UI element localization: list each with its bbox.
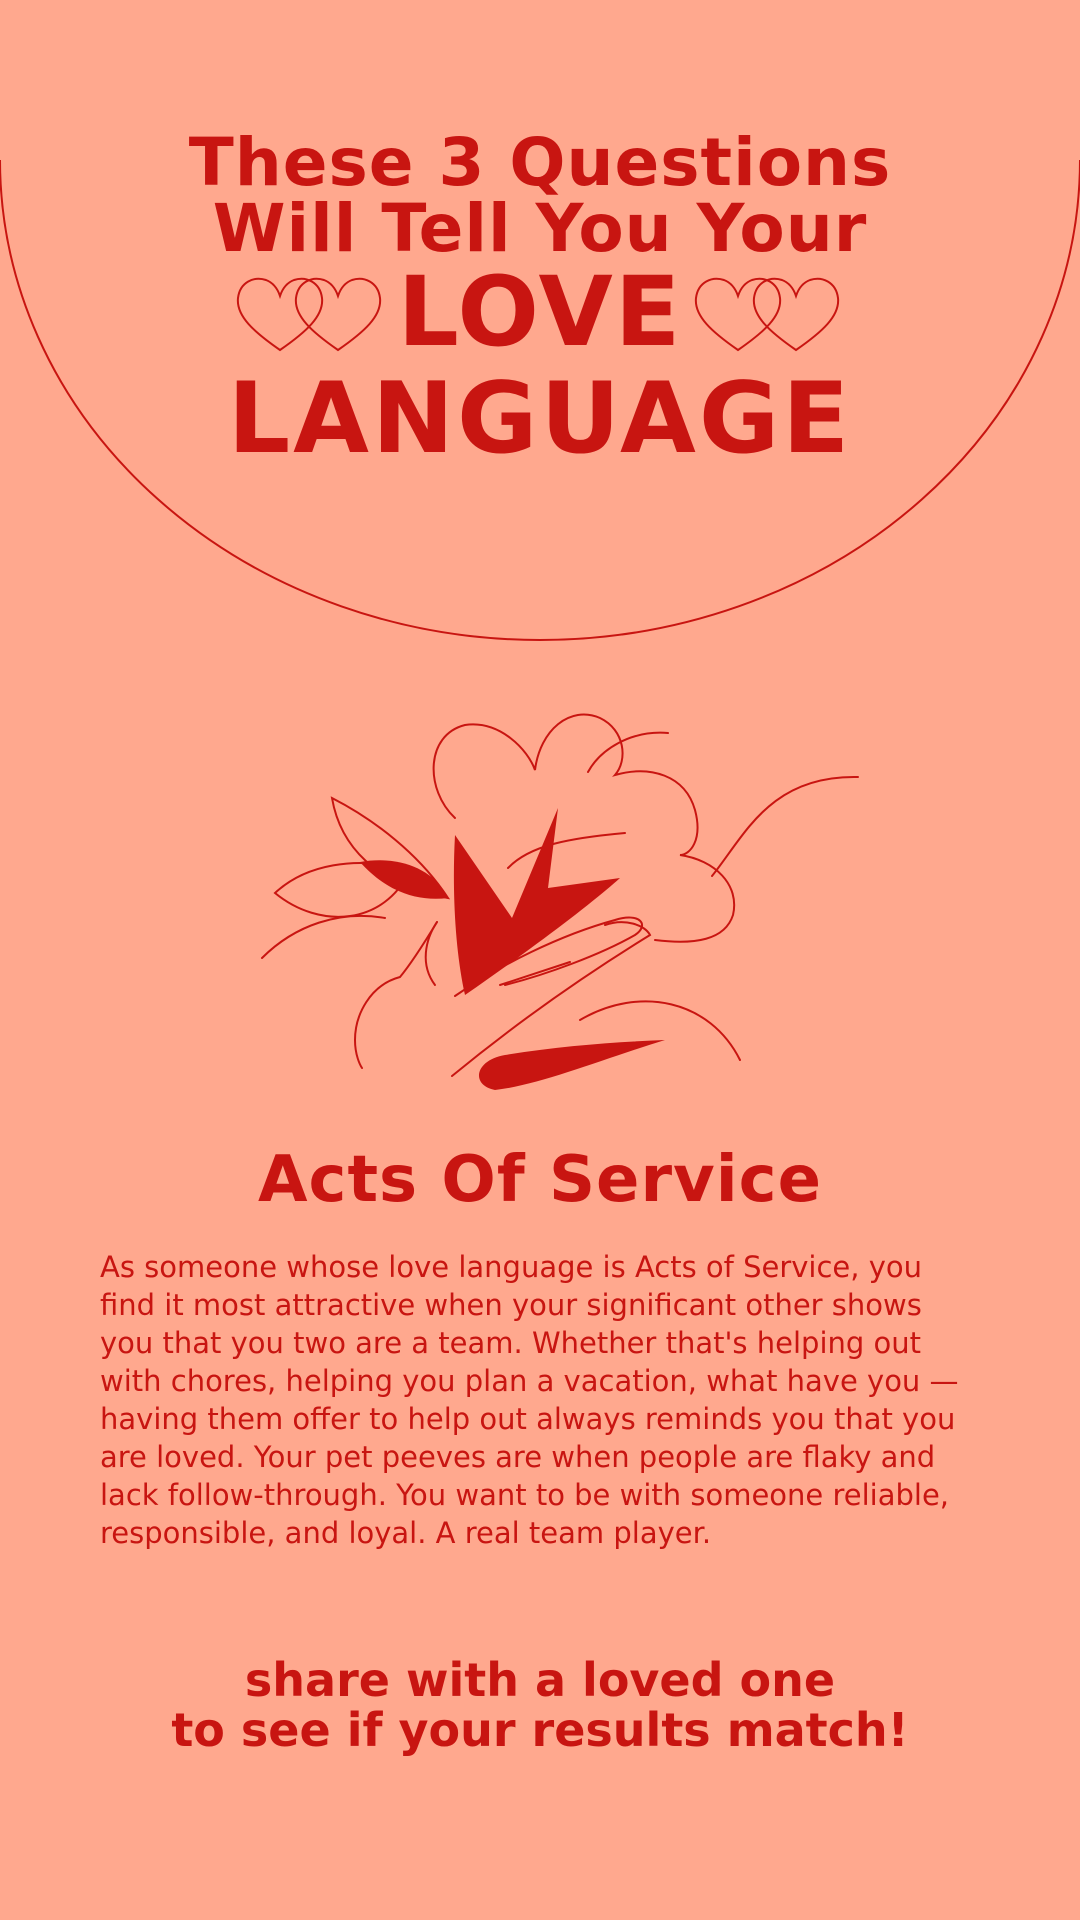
headline-line-2: Will Tell You Your	[212, 190, 868, 267]
share-prompt	[0, 1655, 1080, 1755]
result-description: As someone whose love language is Acts of Service, you find it most attractive when your significant other shows you that you two are a team. Whether that's helping out with chores, helping you plan a vacation, what have you — having them offer to help out always reminds you that you are loved. Your pet peeves are when people are flaky and lack follow-through. You want to be with someone reliable, responsible, and loyal. A real team player.	[100, 1250, 959, 1550]
language-word: LANGUAGE	[227, 362, 853, 476]
hand-holding-flower-icon	[250, 700, 870, 1100]
love-row	[0, 256, 1080, 368]
share-line-1: share with a loved one	[244, 1653, 836, 1707]
share-line-2: to see if your results match!	[171, 1703, 909, 1757]
result-title: Acts Of Service	[257, 1143, 823, 1217]
double-heart-right-icon	[692, 272, 844, 354]
love-word: LOVE	[397, 256, 683, 368]
headline-line-1: These 3 Questions	[188, 124, 892, 201]
